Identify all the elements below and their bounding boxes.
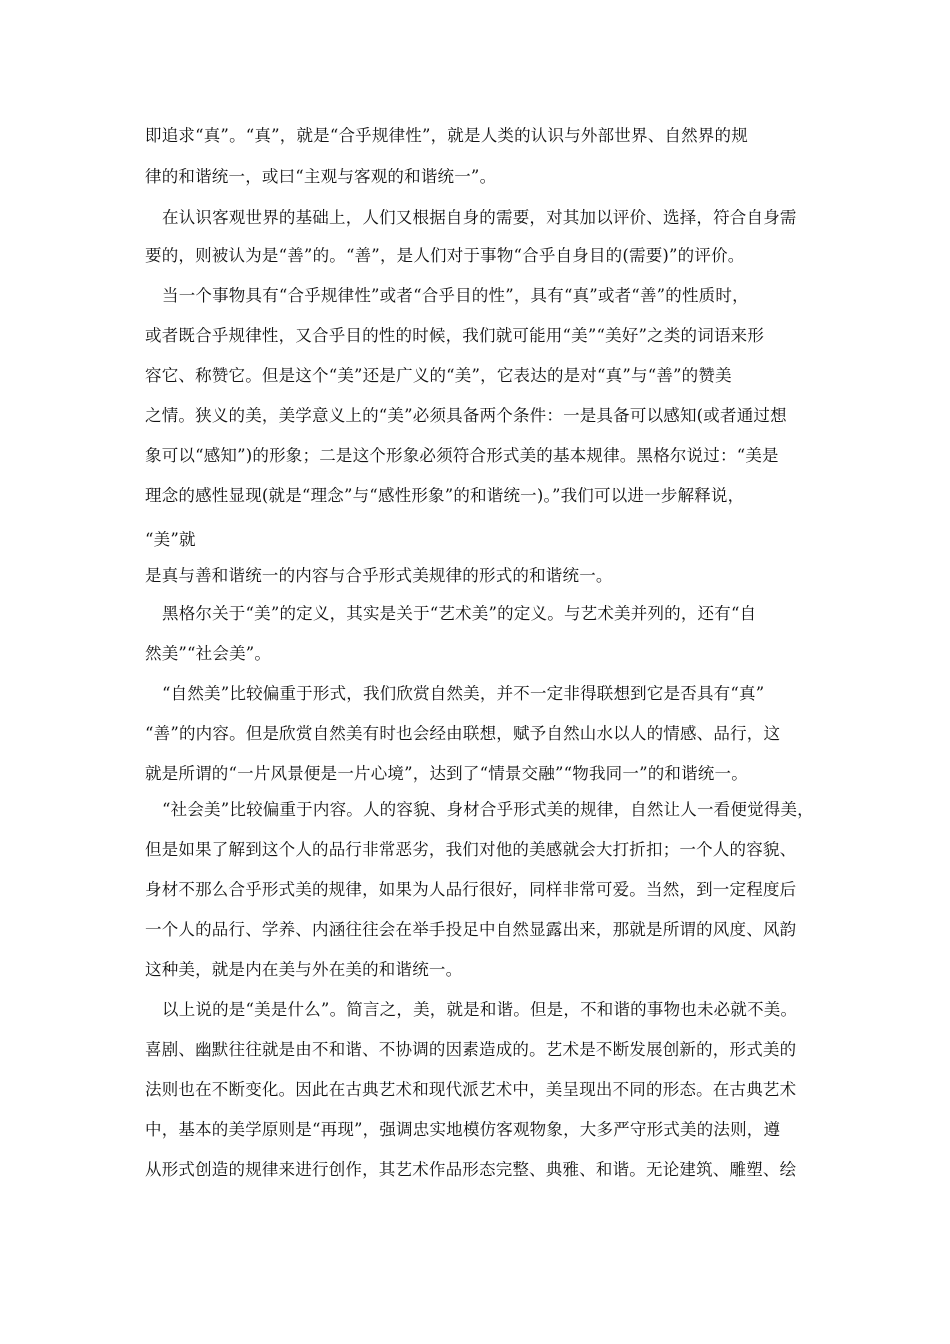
text-line: 但是如果了解到这个人的品行非常恶劣，我们对他的美感就会大打折扣；一个人的容貌、	[145, 840, 797, 859]
text-line: 身材不那么合乎形式美的规律，如果为人品行很好，同样非常可爱。当然，到一定程度后	[145, 880, 797, 899]
text-line: 要的，则被认为是“善”的。“善”，是人们对于事物“合乎自身目的(需要)”的评价。	[145, 246, 745, 265]
text-line: 喜剧、幽默往往就是由不和谐、不协调的因素造成的。艺术是不断发展创新的，形式美的	[145, 1040, 797, 1059]
text-line: 是真与善和谐统一的内容与合乎形式美规律的形式的和谐统一。	[145, 566, 613, 585]
text-line: 当一个事物具有“合乎规律性”或者“合乎目的性”，具有“真”或者“善”的性质时，	[162, 286, 749, 305]
text-line: “自然美”比较偏重于形式，我们欣赏自然美，并不一定非得联想到它是否具有“真”	[162, 684, 765, 703]
text-line: 从形式创造的规律来进行创作，其艺术作品形态完整、典雅、和谐。无论建筑、雕塑、绘	[145, 1160, 797, 1179]
text-line: 之情。狭义的美，美学意义上的“美”必须具备两个条件：一是具备可以感知(或者通过想	[145, 406, 787, 425]
text-line: 理念的感性显现(就是“理念”与“感性形象”的和谐统一)。”我们可以进一步解释说，	[145, 486, 745, 505]
text-line: 象可以“感知”)的形象；二是这个形象必须符合形式美的基本规律。黑格尔说过：“美是	[145, 446, 779, 465]
text-line: 法则也在不断变化。因此在古典艺术和现代派艺术中，美呈现出不同的形态。在古典艺术	[145, 1080, 797, 1099]
text-line: 黑格尔关于“美”的定义，其实是关于“艺术美”的定义。与艺术美并列的，还有“自	[162, 604, 757, 623]
text-line: 律的和谐统一，或曰“主观与客观的和谐统一”。	[145, 167, 497, 186]
text-line: 即追求“真”。“真”，就是“合乎规律性”，就是人类的认识与外部世界、自然界的规	[145, 126, 748, 145]
text-line: “美”就	[145, 530, 196, 549]
text-line: 容它、称赞它。但是这个“美”还是广义的“美”，它表达的是对“真”与“善”的赞美	[145, 366, 732, 385]
text-line: 在认识客观世界的基础上，人们又根据自身的需要，对其加以评价、选择，符合自身需	[162, 208, 797, 227]
text-line: 或者既合乎规律性，又合乎目的性的时候，我们就可能用“美”“美好”之类的词语来形	[145, 326, 765, 345]
text-line: 一个人的品行、学养、内涵往往会在举手投足中自然显露出来，那就是所谓的风度、风韵	[145, 920, 797, 939]
text-line: “社会美”比较偏重于内容。人的容貌、身材合乎形式美的规律，自然让人一看便觉得美，	[162, 800, 814, 819]
text-line: 这种美，就是内在美与外在美的和谐统一。	[145, 960, 463, 979]
text-line: 中，基本的美学原则是“再现”，强调忠实地模仿客观物象，大多严守形式美的法则，遵	[145, 1120, 781, 1139]
text-line: “善”的内容。但是欣赏自然美有时也会经由联想，赋予自然山水以人的情感、品行，这	[145, 724, 781, 743]
text-line: 然美”“社会美”。	[145, 644, 272, 663]
text-line: 就是所谓的“一片风景便是一片心境”，达到了“情景交融”“物我同一”的和谐统一。	[145, 764, 748, 783]
text-line: 以上说的是“美是什么”。简言之，美，就是和谐。但是，不和谐的事物也未必就不美。	[162, 1000, 798, 1019]
